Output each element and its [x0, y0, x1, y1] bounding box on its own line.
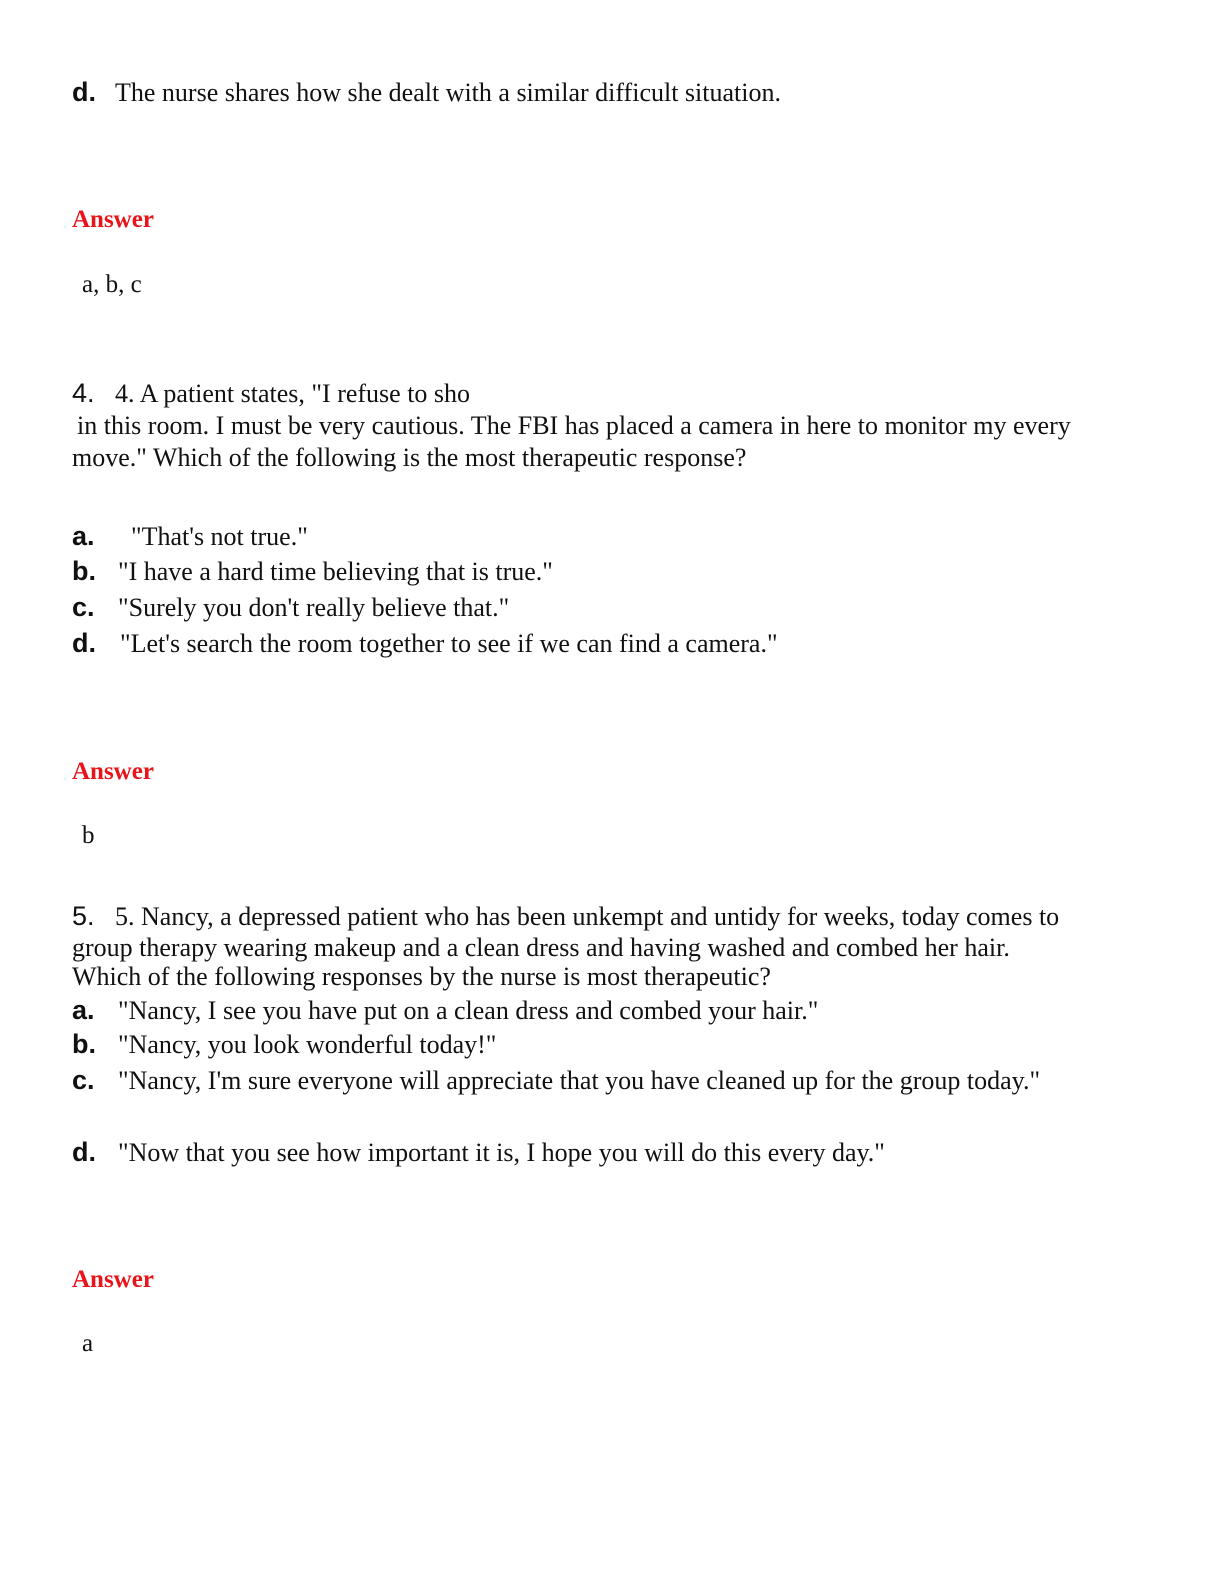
option-text-a: "That's not true." — [131, 522, 308, 551]
option-text-d: "Now that you see how important it is, I hope you will do this every day." — [118, 1138, 885, 1167]
question-stem-line: Which of the following responses by the nurse is most therapeutic? — [72, 962, 771, 991]
option-text-b: "I have a hard time believing that is true." — [118, 557, 553, 586]
option-letter-a: a. — [72, 521, 95, 551]
option-text-a: "Nancy, I see you have put on a clean dress and combed your hair." — [118, 996, 819, 1025]
question-number: 4. — [72, 378, 95, 408]
question-stem-line: group therapy wearing makeup and a clean dress and having washed and combed her hair. — [72, 933, 1010, 962]
option-text-c: "Surely you don't really believe that." — [118, 593, 510, 622]
question-stem-line: move." Which of the following is the most therapeutic response? — [72, 443, 747, 472]
question-stem-line: 4. A patient states, "I refuse to sho — [115, 379, 471, 408]
answer-label: Answer — [72, 206, 154, 233]
option-letter-a: a. — [72, 995, 95, 1025]
question-number: 5. — [72, 901, 95, 931]
answer-value: a — [82, 1330, 94, 1357]
option-text-d: "Let's search the room together to see if we can find a camera." — [120, 629, 778, 658]
question-stem-line: 5. Nancy, a depressed patient who has been unkempt and untidy for weeks, today comes to — [115, 902, 1060, 931]
option-letter-b: b. — [72, 1029, 96, 1059]
question-stem-line: in this room. I must be very cautious. The FBI has placed a camera in here to monitor my every — [77, 411, 1071, 440]
answer-label: Answer — [72, 758, 154, 785]
option-text-c: "Nancy, I'm sure everyone will appreciate that you have cleaned up for the group today." — [118, 1066, 1041, 1095]
option-letter-c: c. — [72, 1065, 95, 1095]
option-letter-d: d. — [72, 1137, 96, 1167]
answer-label: Answer — [72, 1266, 154, 1293]
option-text-b: "Nancy, you look wonderful today!" — [118, 1030, 497, 1059]
answer-value: b — [82, 822, 95, 849]
option-letter-d: d. — [72, 628, 96, 658]
option-letter-b: b. — [72, 556, 96, 586]
option-letter-c: c. — [72, 592, 95, 622]
option-letter-d: d. — [72, 77, 96, 107]
option-text-d: The nurse shares how she dealt with a similar difficult situation. — [115, 78, 781, 107]
answer-value: a, b, c — [82, 271, 142, 298]
